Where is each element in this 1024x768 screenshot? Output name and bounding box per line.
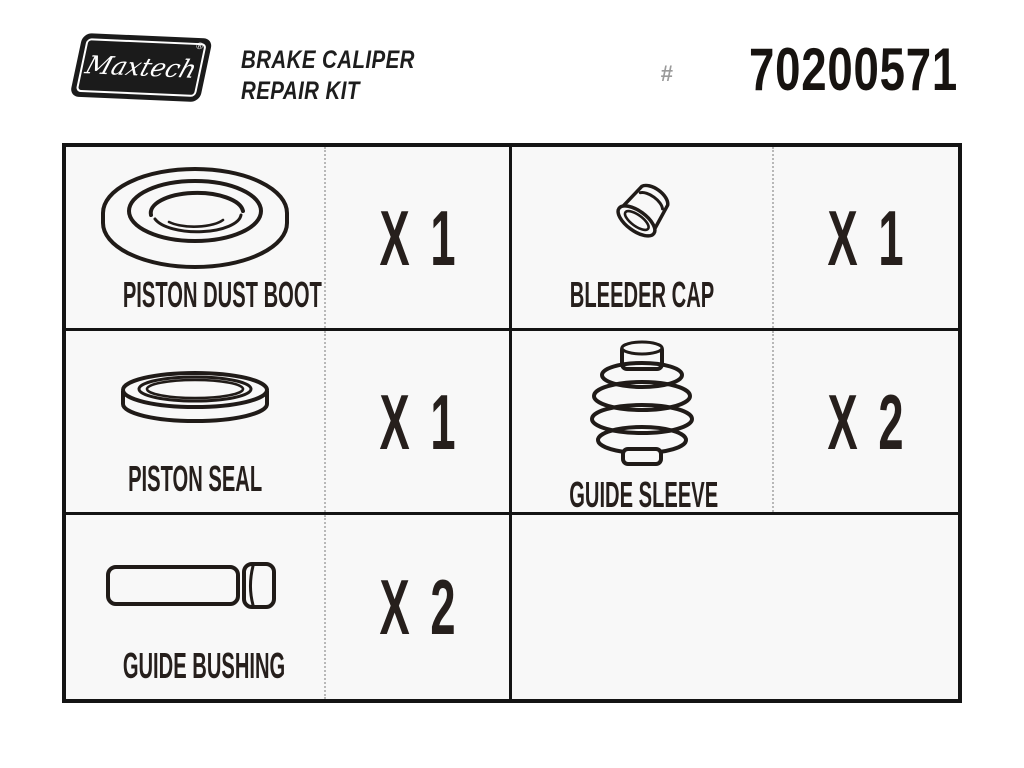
part-name-label: GUIDE BUSHING — [122, 645, 286, 686]
brand-name: Maxtech — [82, 49, 201, 84]
part-art-pane — [66, 147, 324, 328]
part-illustration — [66, 515, 324, 648]
part-art-pane — [512, 147, 772, 328]
part-qty-pane — [772, 331, 958, 512]
piston-seal-icon — [110, 357, 280, 441]
guide-bushing-icon — [104, 554, 286, 616]
part-quantity: X 2 — [827, 377, 905, 466]
part-cell-guide-sleeve — [512, 331, 958, 515]
part-name-label: PISTON DUST BOOT — [122, 274, 322, 315]
product-title-line1: BRAKE CALIPER — [241, 46, 415, 74]
part-cell-piston-dust-boot — [66, 147, 512, 331]
part-illustration — [66, 331, 324, 461]
part-cell-bleeder-cap — [512, 147, 958, 331]
product-title — [241, 45, 415, 107]
part-quantity: X 2 — [379, 563, 456, 651]
part-cell-piston-seal — [66, 331, 512, 515]
part-name-label: BLEEDER CAP — [569, 274, 715, 315]
part-art-pane — [66, 331, 324, 512]
part-illustration — [512, 331, 772, 477]
part-cell-empty — [512, 515, 958, 699]
part-qty-pane — [324, 147, 509, 328]
part-art-pane — [512, 331, 772, 515]
bleeder-cap-icon — [594, 167, 690, 263]
part-qty-pane — [772, 147, 958, 328]
part-number — [660, 36, 958, 103]
part-quantity: X 1 — [827, 193, 905, 282]
part-quantity: X 1 — [379, 377, 456, 466]
part-quantity: X 1 — [379, 193, 456, 282]
part-name-label: GUIDE SLEEVE — [569, 474, 719, 515]
piston-dust-boot-icon — [95, 157, 295, 273]
hash-icon: # — [660, 61, 674, 86]
part-art-pane — [66, 515, 324, 699]
part-illustration — [66, 147, 324, 277]
part-illustration — [512, 147, 772, 277]
maxtech-logo — [70, 33, 213, 102]
part-qty-pane — [324, 331, 509, 512]
part-number-value: 70200571 — [749, 36, 958, 103]
guide-sleeve-icon — [577, 337, 707, 477]
kit-contents-table — [62, 143, 962, 703]
part-name-label: PISTON SEAL — [128, 458, 263, 499]
part-cell-guide-bushing — [66, 515, 512, 699]
product-title-line2: REPAIR KIT — [241, 77, 360, 105]
part-qty-pane — [324, 515, 509, 699]
registered-trademark-icon: ® — [193, 41, 206, 53]
